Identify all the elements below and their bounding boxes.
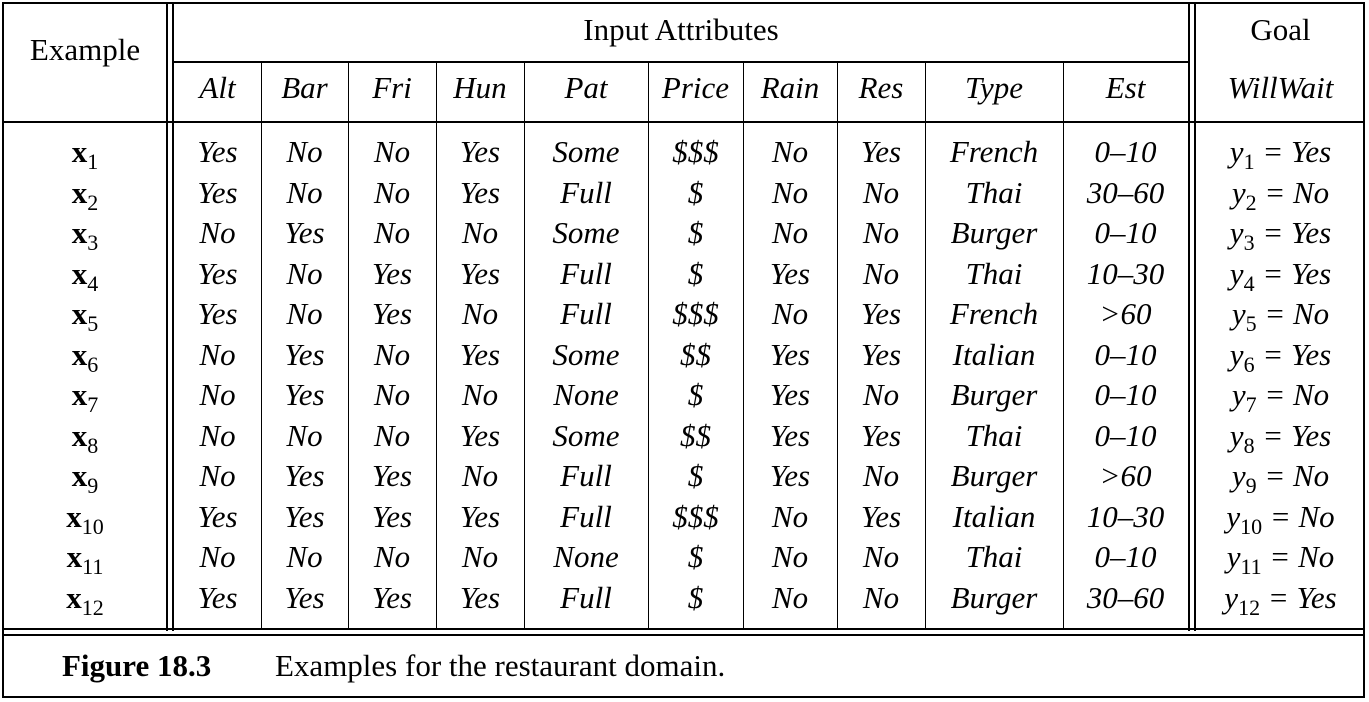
caption-text: Examples for the restaurant domain. bbox=[275, 648, 726, 683]
col-bar-cell: Yes bbox=[284, 579, 325, 615]
col-rain-cell: Yes bbox=[769, 417, 811, 453]
col-hun-cell: Yes bbox=[459, 579, 501, 615]
col-est-cell: 0–10 bbox=[1094, 417, 1157, 453]
col-price-cell: $$$ bbox=[672, 296, 719, 331]
col-res-cell: Yes bbox=[860, 498, 902, 534]
example-label: $x_{10}$ bbox=[66, 498, 104, 539]
goal-cell: $y_9 = No$ bbox=[1231, 458, 1330, 498]
col-hun-cell: Yes bbox=[459, 255, 501, 291]
col-res-cell: Yes bbox=[860, 336, 902, 372]
col-alt-cell: No bbox=[199, 377, 236, 412]
col-pat-cell: Full bbox=[560, 498, 612, 534]
goal-cell: $y_5 = No$ bbox=[1231, 296, 1330, 336]
col-type-cell: Thai bbox=[965, 255, 1023, 291]
col-type-cell: Burger bbox=[950, 458, 1038, 493]
col-res-header: Res bbox=[858, 70, 904, 105]
col-bar-cell: Yes bbox=[284, 458, 325, 493]
col-pat-cell: Full bbox=[560, 296, 612, 331]
col-alt-cell: No bbox=[199, 417, 236, 453]
col-hun-cell: No bbox=[461, 377, 499, 412]
col-pat-header: Pat bbox=[564, 70, 608, 105]
col-bar-cell: No bbox=[286, 255, 323, 291]
col-pat-cell: None bbox=[553, 539, 619, 574]
col-res-cell: No bbox=[862, 174, 900, 210]
col-type-cell: Thai bbox=[965, 539, 1023, 574]
goal-column-header: WillWait bbox=[1227, 70, 1334, 105]
col-est-cell: >60 bbox=[1099, 458, 1152, 493]
col-price-cell: $ bbox=[687, 377, 704, 412]
col-type-cell: Thai bbox=[965, 174, 1023, 210]
col-pat-cell: None bbox=[553, 377, 619, 412]
goal-cell: $y_1$ = Yes bbox=[1229, 134, 1332, 174]
goal-cell: $y_{12}$ = Yes bbox=[1224, 579, 1337, 620]
col-alt-cell: Yes bbox=[197, 134, 238, 169]
col-price-header: Price bbox=[661, 70, 730, 105]
col-res-cell: No bbox=[862, 458, 900, 493]
col-hun-cell: Yes bbox=[459, 417, 501, 453]
col-est-cell: 0–10 bbox=[1094, 377, 1157, 412]
header-bottom-rule bbox=[4, 121, 1365, 123]
col-est-cell: 0–10 bbox=[1094, 336, 1157, 372]
col-pat-cell: Full bbox=[560, 255, 612, 291]
col-pat-cell: Some bbox=[552, 336, 620, 372]
col-est-cell: 0–10 bbox=[1094, 134, 1157, 169]
col-est-header: Est bbox=[1105, 70, 1146, 105]
col-bar-header: Bar bbox=[281, 70, 328, 105]
col-bar-cell: No bbox=[286, 134, 323, 169]
col-type-cell: French bbox=[949, 134, 1039, 169]
col-est-cell: 0–10 bbox=[1094, 539, 1157, 574]
col-fri-cell: No bbox=[373, 377, 411, 412]
attribute-header-rule bbox=[173, 61, 1189, 63]
goal-cell: $y_8$ = Yes bbox=[1229, 417, 1332, 458]
col-price-cell: $ bbox=[687, 215, 704, 250]
col-bar-cell: No bbox=[286, 296, 323, 331]
col-rain-cell: Yes bbox=[769, 458, 811, 493]
col-rain-cell: No bbox=[771, 498, 809, 534]
example-label: $x_1$ bbox=[71, 134, 99, 174]
example-label: $x_5$ bbox=[71, 296, 99, 336]
col-rain-cell: No bbox=[771, 134, 809, 169]
col-bar-cell: No bbox=[286, 174, 323, 210]
example-label: $x_{11}$ bbox=[66, 539, 104, 579]
goal-cell: $y_4$ = Yes bbox=[1229, 255, 1332, 296]
col-hun-cell: No bbox=[461, 458, 499, 493]
col-pat-cell: Full bbox=[560, 579, 612, 615]
col-est-cell: 10–30 bbox=[1086, 255, 1165, 291]
col-alt-cell: No bbox=[199, 215, 236, 250]
col-bar-cell: Yes bbox=[284, 215, 325, 250]
example-label: $x_8$ bbox=[71, 417, 99, 458]
col-est-cell: 30–60 bbox=[1086, 174, 1165, 210]
col-alt-cell: Yes bbox=[197, 296, 238, 331]
col-price-cell: $ bbox=[687, 458, 704, 493]
col-hun-cell: Yes bbox=[459, 336, 501, 372]
col-bar-cell: Yes bbox=[284, 336, 325, 372]
col-res-cell: Yes bbox=[860, 417, 902, 453]
goal-cell: $y_{11} = No$ bbox=[1226, 539, 1335, 579]
col-alt-cell: Yes bbox=[197, 498, 238, 534]
col-pat-cell: Some bbox=[552, 215, 620, 250]
col-price-cell: $$ bbox=[680, 417, 711, 453]
col-price-cell: $ bbox=[687, 539, 704, 574]
col-rain-cell: Yes bbox=[769, 377, 811, 412]
col-hun-cell: Yes bbox=[459, 498, 501, 534]
col-fri-cell: Yes bbox=[371, 296, 413, 331]
goal-cell: $y_{10} = No$ bbox=[1226, 498, 1335, 539]
col-type-cell: Thai bbox=[965, 417, 1023, 453]
col-res-cell: No bbox=[862, 377, 900, 412]
col-fri-cell: No bbox=[373, 134, 411, 169]
col-fri-header: Fri bbox=[372, 70, 412, 105]
col-rain-cell: No bbox=[771, 539, 809, 574]
col-bar-cell: Yes bbox=[284, 498, 325, 534]
col-hun-header: Hun bbox=[453, 70, 507, 105]
example-label: $x_4$ bbox=[71, 255, 99, 296]
goal-cell: $y_6$ = Yes bbox=[1229, 336, 1332, 377]
example-column-divider bbox=[166, 4, 168, 631]
col-fri-cell: No bbox=[373, 417, 411, 453]
col-hun-cell: Yes bbox=[459, 174, 501, 210]
example-label: $x_9$ bbox=[71, 458, 99, 498]
col-hun-cell: No bbox=[461, 296, 499, 331]
col-res-cell: Yes bbox=[860, 134, 902, 169]
col-bar-cell: No bbox=[286, 417, 323, 453]
col-fri-cell: No bbox=[373, 215, 411, 250]
col-hun-cell: No bbox=[461, 539, 499, 574]
col-est-cell: >60 bbox=[1099, 296, 1152, 331]
caption-label: Figure 18.3 bbox=[62, 648, 212, 683]
col-alt-cell: No bbox=[199, 458, 236, 493]
col-fri-cell: Yes bbox=[371, 458, 413, 493]
table-bottom-rule bbox=[4, 628, 1365, 630]
col-alt-cell: No bbox=[199, 336, 236, 372]
caption-top-rule bbox=[4, 634, 1365, 636]
col-price-cell: $$ bbox=[680, 336, 711, 372]
example-label: $x_3$ bbox=[71, 215, 99, 255]
col-hun-cell: Yes bbox=[459, 134, 501, 169]
col-res-cell: No bbox=[862, 215, 900, 250]
col-alt-cell: Yes bbox=[197, 579, 238, 615]
col-price-cell: $ bbox=[687, 579, 704, 615]
col-pat-cell: Full bbox=[560, 174, 612, 210]
col-fri-cell: Yes bbox=[371, 498, 413, 534]
col-type-header: Type bbox=[965, 70, 1023, 105]
header-input-attributes: Input Attributes bbox=[583, 12, 779, 47]
col-alt-header: Alt bbox=[199, 70, 236, 105]
col-alt-cell: No bbox=[199, 539, 236, 574]
col-type-cell: French bbox=[949, 296, 1039, 331]
goal-cell: $y_2 = No$ bbox=[1231, 174, 1330, 215]
example-label: $x_{12}$ bbox=[66, 579, 104, 620]
example-label: $x_2$ bbox=[71, 174, 99, 215]
col-price-cell: $ bbox=[687, 174, 704, 210]
col-rain-header: Rain bbox=[760, 70, 820, 105]
col-rain-cell: No bbox=[771, 579, 809, 615]
col-pat-cell: Some bbox=[552, 134, 620, 169]
col-est-cell: 0–10 bbox=[1094, 215, 1157, 250]
col-hun-cell: No bbox=[461, 215, 499, 250]
col-est-cell: 10–30 bbox=[1086, 498, 1165, 534]
col-rain-cell: No bbox=[771, 174, 809, 210]
col-type-cell: Italian bbox=[952, 498, 1036, 534]
col-price-cell: $$$ bbox=[672, 498, 719, 534]
col-rain-cell: Yes bbox=[769, 255, 811, 291]
col-res-cell: No bbox=[862, 579, 900, 615]
col-rain-cell: Yes bbox=[769, 336, 811, 372]
col-res-cell: No bbox=[862, 255, 900, 291]
example-label: $x_6$ bbox=[71, 336, 99, 377]
col-bar-cell: Yes bbox=[284, 377, 325, 412]
example-label: $x_7$ bbox=[71, 377, 99, 417]
goal-cell: $y_3$ = Yes bbox=[1229, 215, 1332, 255]
col-fri-cell: No bbox=[373, 539, 411, 574]
col-fri-cell: No bbox=[373, 336, 411, 372]
col-est-cell: 30–60 bbox=[1086, 579, 1165, 615]
col-alt-cell: Yes bbox=[197, 174, 238, 210]
goal-column-divider bbox=[1188, 4, 1190, 631]
col-res-cell: Yes bbox=[860, 296, 902, 331]
header-example: Example bbox=[29, 32, 141, 67]
col-alt-cell: Yes bbox=[197, 255, 238, 291]
col-fri-cell: Yes bbox=[371, 255, 413, 291]
col-type-cell: Italian bbox=[952, 336, 1036, 372]
col-type-cell: Burger bbox=[950, 215, 1038, 250]
col-bar-cell: No bbox=[286, 539, 323, 574]
col-type-cell: Burger bbox=[950, 377, 1038, 412]
col-rain-cell: No bbox=[771, 296, 809, 331]
col-type-cell: Burger bbox=[950, 579, 1038, 615]
col-pat-cell: Full bbox=[560, 458, 612, 493]
col-rain-cell: No bbox=[771, 215, 809, 250]
col-fri-cell: No bbox=[373, 174, 411, 210]
goal-cell: $y_7 = No$ bbox=[1231, 377, 1330, 417]
col-fri-cell: Yes bbox=[371, 579, 413, 615]
col-res-cell: No bbox=[862, 539, 900, 574]
col-pat-cell: Some bbox=[552, 417, 620, 453]
col-price-cell: $$$ bbox=[672, 134, 719, 169]
col-price-cell: $ bbox=[687, 255, 704, 291]
header-goal: Goal bbox=[1250, 12, 1311, 47]
